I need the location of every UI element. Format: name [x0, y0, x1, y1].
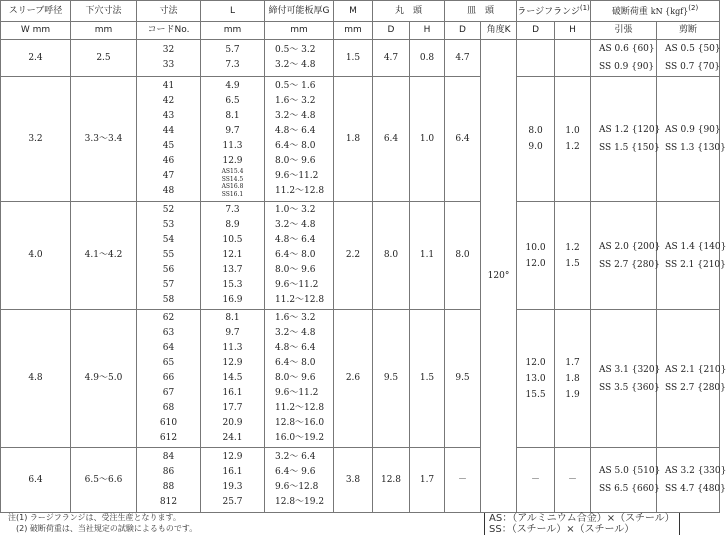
code-list: 84 86 88 812: [137, 448, 201, 513]
M-value: 2.6: [334, 310, 373, 448]
col-breaking: [591, 1, 720, 22]
tension-header: 引張: [591, 22, 657, 40]
sleeve-diameter: 6.4: [1, 448, 71, 513]
sleeve-diameter: 3.2: [1, 77, 71, 202]
col-dim: 寸法: [137, 1, 201, 22]
col-sleeve: スリーブ呼径: [1, 1, 71, 22]
legend-as: AS：（アルミニウム合金）×（スチール）: [489, 513, 675, 524]
countersunk-D-value: 4.7: [445, 40, 481, 77]
flange-H-value: 1.2 1.5: [555, 202, 591, 310]
round-H-value: 1.7: [410, 448, 445, 513]
M-value: 1.5: [334, 40, 373, 77]
round-D-value: 6.4: [373, 77, 410, 202]
round-H-value: 1.0: [410, 77, 445, 202]
length-list: 7.3 8.9 10.5 12.1 13.7 15.3 16.9: [201, 202, 265, 310]
flange-H-value: －: [555, 448, 591, 513]
table-row: [1, 40, 720, 77]
length-list: 8.1 9.7 11.3 12.9 14.5 16.1 17.7 20.9 24.1: [201, 310, 265, 448]
flange-D-value: 8.0 9.0: [517, 77, 555, 202]
shear-values: AS 2.1 {210} SS 2.7 {280}: [657, 310, 720, 448]
tension-values: AS 2.0 {200} SS 2.7 {280}: [591, 202, 657, 310]
col-M: M: [334, 1, 373, 22]
length-list: 12.9 16.1 19.3 25.7: [201, 448, 265, 513]
countersunk-angle: 角度K: [481, 22, 517, 40]
sleeve-unit: W mm: [1, 22, 71, 40]
hole-size: 2.5: [71, 40, 137, 77]
col-hole: 下穴寸法: [71, 1, 137, 22]
table-row: [1, 448, 720, 513]
round-H: H: [410, 22, 445, 40]
round-H-value: 1.5: [410, 310, 445, 448]
breaking-label: 破断荷重: [611, 7, 648, 17]
large-flange-label: ラージフランジ: [517, 7, 580, 17]
table-row: [1, 310, 720, 448]
round-D-value: 9.5: [373, 310, 410, 448]
code-list: 62 63 64 65 66 67 68 610 612: [137, 310, 201, 448]
grip-unit: mm: [265, 22, 334, 40]
M-value: 3.8: [334, 448, 373, 513]
grip-list: 0.5～ 3.2 3.2～ 4.8: [265, 40, 334, 77]
M-unit: mm: [334, 22, 373, 40]
code-list: 41 42 43 44 45 46 47 48: [137, 77, 201, 202]
sleeve-diameter: 4.0: [1, 202, 71, 310]
grip-list: 1.6～ 3.2 3.2～ 4.8 4.8～ 6.4 6.4～ 8.0 8.0～ 9.6 9.6～11.2 11.2～12.8 12.8～16.0 16.0～19.2: [265, 310, 334, 448]
footnote-2: (2) 破断荷重は、当社規定の試験によるものです。: [8, 524, 198, 533]
round-D-value: 8.0: [373, 202, 410, 310]
footnotes: [8, 512, 197, 534]
hole-size: 4.1～4.2: [71, 202, 137, 310]
col-code: コードNo.: [137, 22, 201, 40]
table-row: [1, 77, 720, 202]
flange-D-value: 12.0 13.0 15.5: [517, 310, 555, 448]
round-D-value: 4.7: [373, 40, 410, 77]
flange-D-value: [517, 40, 555, 77]
flange-H-value: [555, 40, 591, 77]
shear-values: AS 0.9 {90} SS 1.3 {130}: [657, 77, 720, 202]
code-list: 32 33: [137, 40, 201, 77]
hole-unit: mm: [71, 22, 137, 40]
length-list: 5.7 7.3: [201, 40, 265, 77]
shear-header: 剪断: [657, 22, 720, 40]
hole-size: 6.5～6.6: [71, 448, 137, 513]
round-D: D: [373, 22, 410, 40]
flange-H: H: [555, 22, 591, 40]
table-row: [1, 202, 720, 310]
grip-list: 3.2～ 6.4 6.4～ 9.6 9.6～12.8 12.8～19.2: [265, 448, 334, 513]
col-L: L: [201, 1, 265, 22]
flange-D-value: －: [517, 448, 555, 513]
shear-values: AS 1.4 {140} SS 2.1 {210}: [657, 202, 720, 310]
grip-list: 1.0～ 3.2 3.2～ 4.8 4.8～ 6.4 6.4～ 8.0 8.0～ 9.6 9.6～11.2 11.2～12.8: [265, 202, 334, 310]
countersunk-D-value: 9.5: [445, 310, 481, 448]
shear-values: AS 0.5 {50} SS 0.7 {70}: [657, 40, 720, 77]
countersunk-D-value: 6.4: [445, 77, 481, 202]
round-D-value: 12.8: [373, 448, 410, 513]
tension-values: AS 1.2 {120} SS 1.5 {150}: [591, 77, 657, 202]
col-countersunk: 皿 頭: [445, 1, 517, 22]
sleeve-diameter: 4.8: [1, 310, 71, 448]
flange-D-value: 10.0 12.0: [517, 202, 555, 310]
code-list: 52 53 54 55 56 57 58: [137, 202, 201, 310]
shear-values: AS 3.2 {330} SS 4.7 {480}: [657, 448, 720, 513]
hole-size: 3.3～3.4: [71, 77, 137, 202]
col-large-flange: [517, 1, 591, 22]
note2-mark: (2): [688, 4, 699, 12]
flange-H-value: 1.0 1.2: [555, 77, 591, 202]
round-H-value: 0.8: [410, 40, 445, 77]
L-unit: mm: [201, 22, 265, 40]
footnote-1: 注(1) ラージフランジは、受注生産となります。: [8, 513, 181, 522]
countersunk-D: D: [445, 22, 481, 40]
M-value: 2.2: [334, 202, 373, 310]
hole-size: 4.9～5.0: [71, 310, 137, 448]
breaking-unit: kN {kgf}: [650, 7, 689, 16]
flange-D: D: [517, 22, 555, 40]
note1-mark: (1): [579, 4, 590, 12]
col-round-head: 丸 頭: [373, 1, 445, 22]
material-legend: [484, 513, 680, 535]
tension-values: AS 3.1 {320} SS 3.5 {360}: [591, 310, 657, 448]
M-value: 1.8: [334, 77, 373, 202]
angle-value: 120°: [481, 40, 517, 513]
countersunk-D-value: 8.0: [445, 202, 481, 310]
grip-list: 0.5～ 1.6 1.6～ 3.2 3.2～ 4.8 4.8～ 6.4 6.4～ 8.0 8.0～ 9.6 9.6～11.2 11.2～12.8: [265, 77, 334, 202]
length-list: 4.9 6.5 8.1 9.7 11.3 12.9 AS15.4 SS14.5 AS16.8 SS16.1: [201, 77, 265, 202]
round-H-value: 1.1: [410, 202, 445, 310]
countersunk-D-value: －: [445, 448, 481, 513]
col-grip: 締付可能板厚G: [265, 1, 334, 22]
flange-H-value: 1.7 1.8 1.9: [555, 310, 591, 448]
tension-values: AS 0.6 {60} SS 0.9 {90}: [591, 40, 657, 77]
legend-ss: SS：（スチール）×（スチール）: [489, 524, 635, 535]
tension-values: AS 5.0 {510} SS 6.5 {660}: [591, 448, 657, 513]
sleeve-diameter: 2.4: [1, 40, 71, 77]
